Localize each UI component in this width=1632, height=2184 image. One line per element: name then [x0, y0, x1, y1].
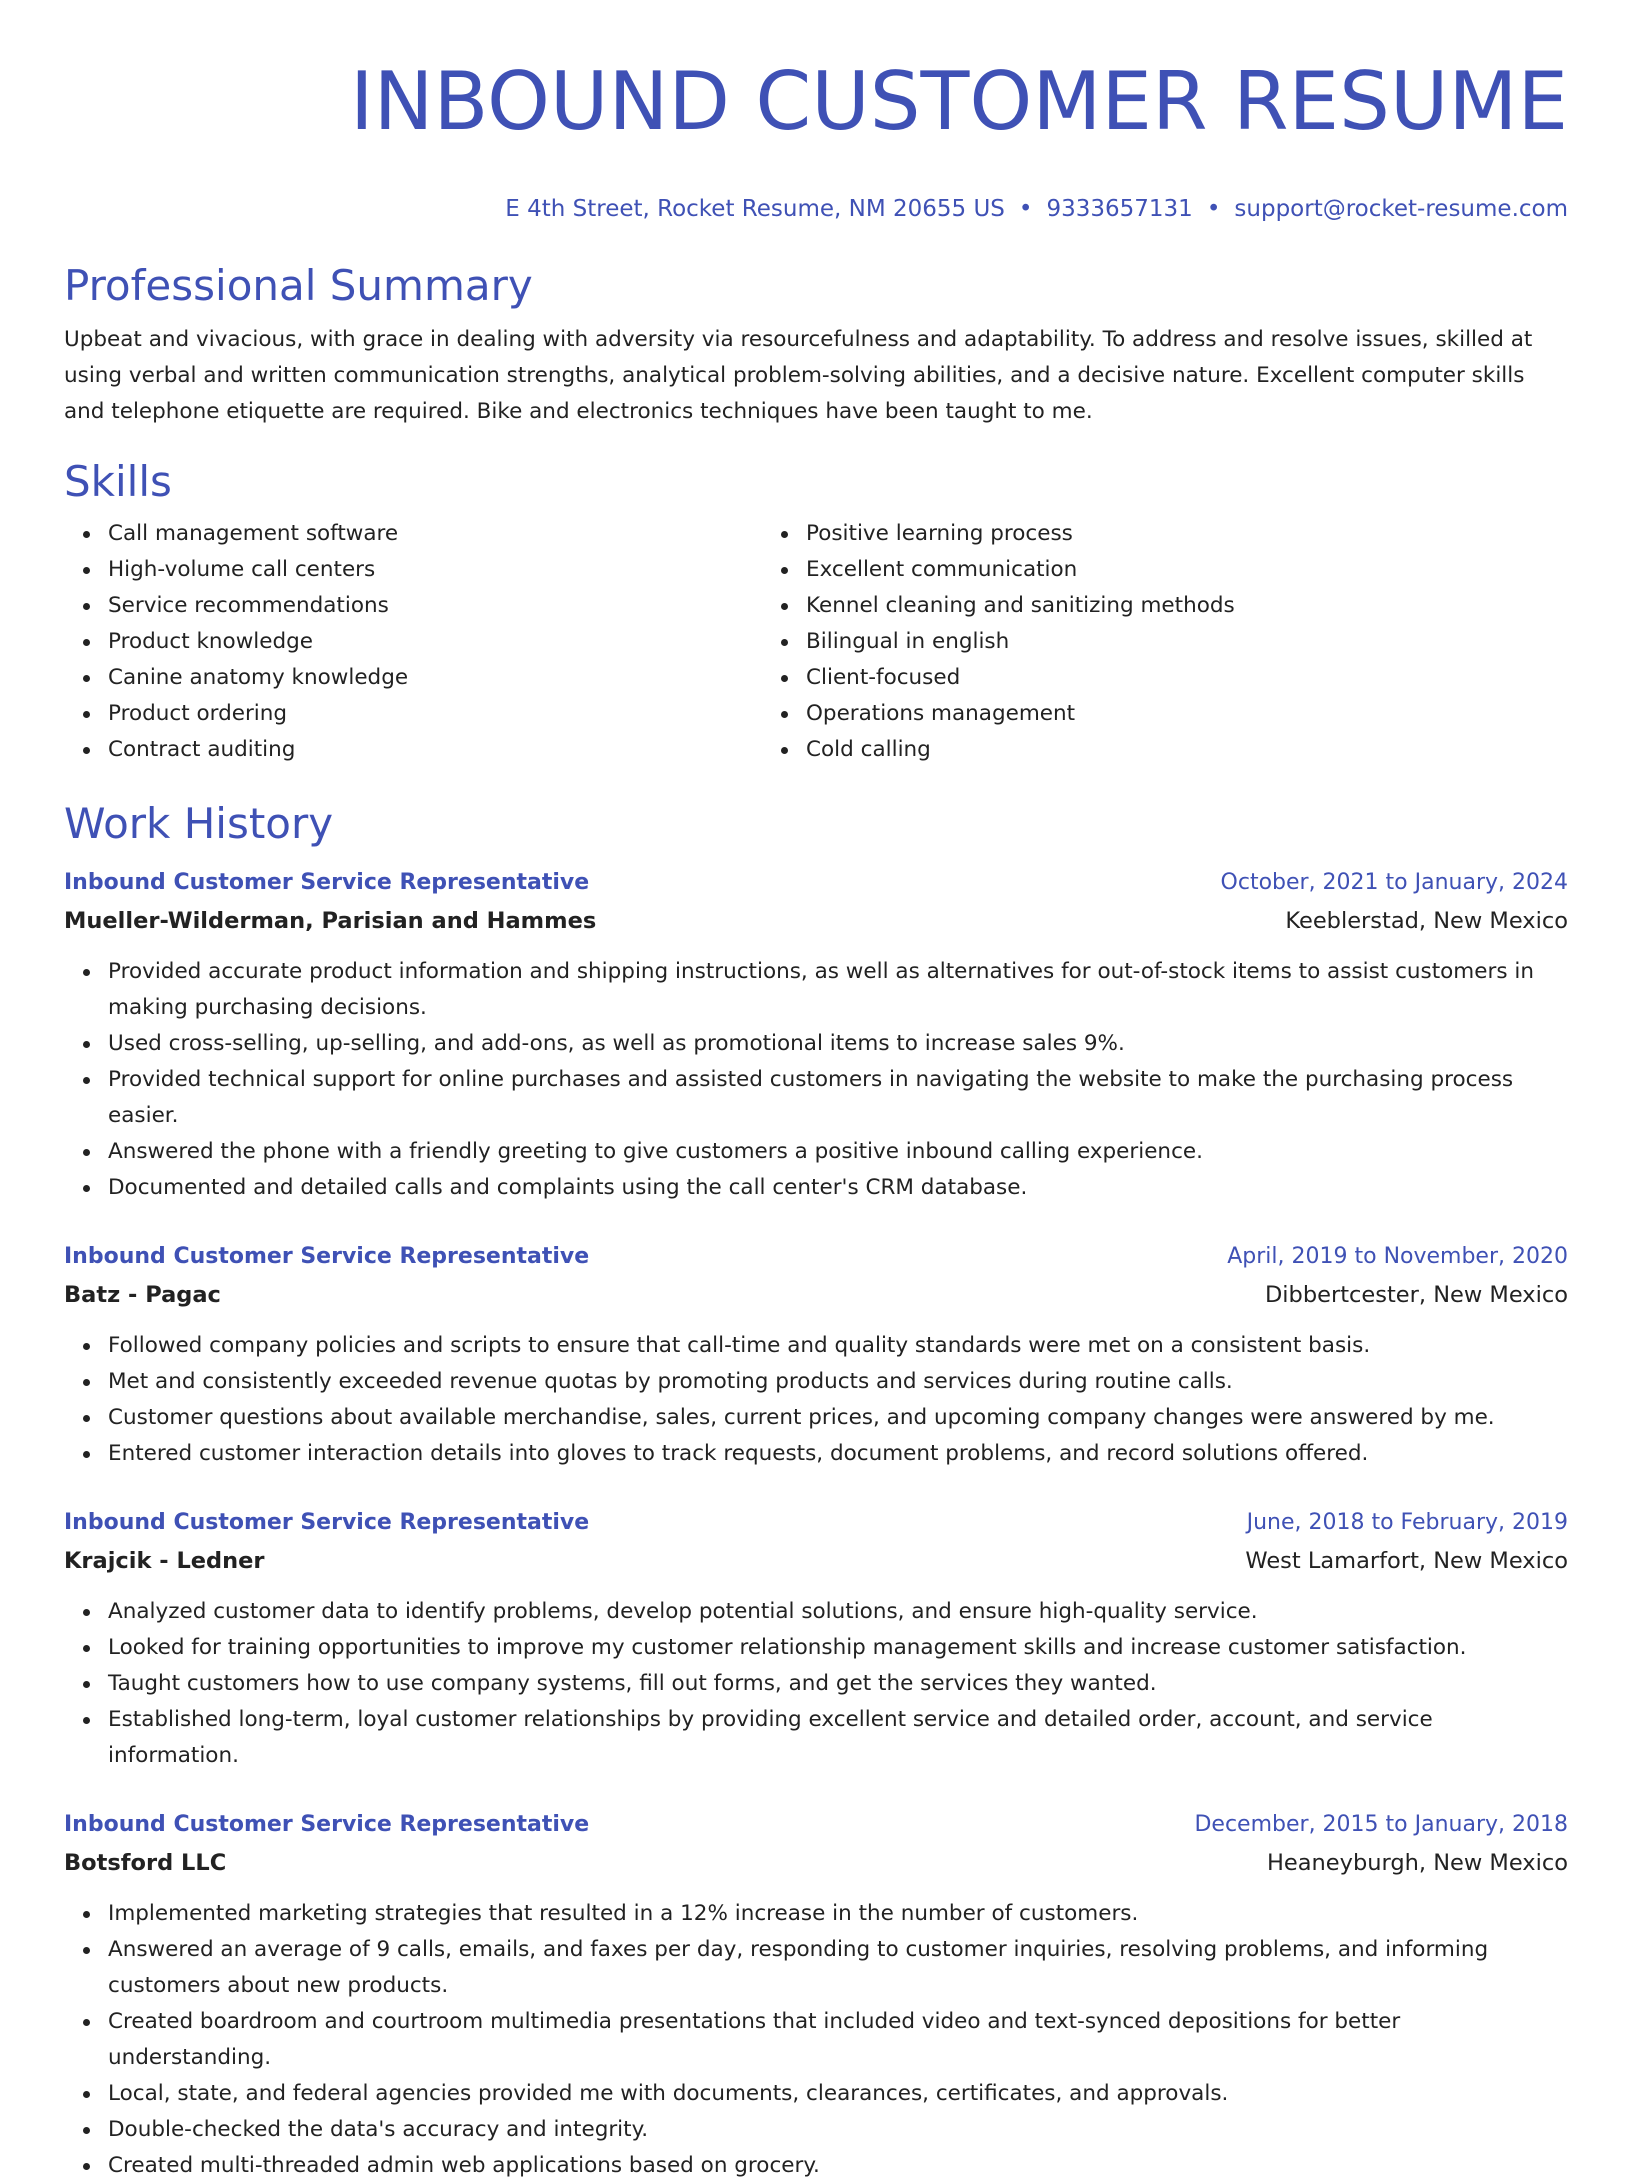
skill-item: Service recommendations — [108, 588, 762, 624]
skill-item: Excellent communication — [806, 552, 1568, 588]
contact-line — [64, 195, 1568, 223]
job-duty: Created multi-threaded admin web applications based on grocery. — [108, 2148, 1568, 2184]
job-title: Inbound Customer Service Representative — [64, 870, 590, 895]
work-history-heading: Work History — [64, 799, 334, 848]
job-duty: Used cross-selling, up-selling, and add-ons, as well as promotional items to increase sales 9%. — [108, 1026, 1568, 1062]
job-duty: Entered customer interaction details into gloves to track requests, document problems, and record solutions offered. — [108, 1436, 1568, 1472]
job-duty: Provided accurate product information and shipping instructions, as well as alternatives for out-of-stock items to assist customers in making purchasing decisions. — [108, 954, 1568, 1026]
job-dates: June, 2018 to February, 2019 — [1246, 1510, 1568, 1535]
job-title-row — [64, 1504, 1568, 1542]
contact-separator: • — [1206, 196, 1221, 222]
skill-item: Bilingual in english — [806, 624, 1568, 660]
job-duty: Looked for training opportunities to improve my customer relationship management skills and increase customer satisfaction. — [108, 1630, 1568, 1666]
skill-item: Client-focused — [806, 660, 1568, 696]
job-dates: December, 2015 to January, 2018 — [1194, 1812, 1568, 1837]
job-duty: Analyzed customer data to identify problems, develop potential solutions, and ensure high-quality service. — [108, 1594, 1568, 1630]
skill-item: Canine anatomy knowledge — [108, 660, 762, 696]
job-title-row — [64, 1806, 1568, 1844]
job-location: Keeblerstad, New Mexico — [1285, 908, 1568, 934]
job-duty: Provided technical support for online purchases and assisted customers in navigating the website to make the purchasing process easier. — [108, 1062, 1568, 1134]
job-entry — [64, 864, 1568, 1206]
job-title: Inbound Customer Service Representative — [64, 1510, 590, 1535]
job-company: Krajcik - Ledner — [64, 1548, 265, 1574]
job-duty: Implemented marketing strategies that resulted in a 12% increase in the number of customers. — [108, 1896, 1568, 1932]
skill-item: Operations management — [806, 696, 1568, 732]
skills-columns — [64, 516, 1568, 768]
job-company-row — [64, 902, 1568, 940]
job-duties — [64, 1594, 1568, 1774]
job-duty: Local, state, and federal agencies provided me with documents, clearances, certificates, and approvals. — [108, 2076, 1568, 2112]
contact-phone: 9333657131 — [1046, 196, 1193, 222]
job-duty: Answered the phone with a friendly greeting to give customers a positive inbound calling experience. — [108, 1134, 1568, 1170]
job-location: Dibbertcester, New Mexico — [1264, 1282, 1568, 1308]
resume-title: INBOUND CUSTOMER RESUME — [350, 55, 1568, 148]
skill-item: Kennel cleaning and sanitizing methods — [806, 588, 1568, 624]
job-entry — [64, 1504, 1568, 1774]
contact-separator: • — [1018, 196, 1033, 222]
skill-item: High-volume call centers — [108, 552, 762, 588]
job-company-row — [64, 1844, 1568, 1882]
job-duty: Followed company policies and scripts to ensure that call-time and quality standards were met on a consistent basis. — [108, 1328, 1568, 1364]
job-company: Mueller-Wilderman, Parisian and Hammes — [64, 908, 597, 934]
contact-email: support@rocket-resume.com — [1234, 196, 1568, 222]
job-duty: Created boardroom and courtroom multimedia presentations that included video and text-synced depositions for better understanding. — [108, 2004, 1568, 2076]
job-company: Botsford LLC — [64, 1850, 227, 1876]
job-title-row — [64, 864, 1568, 902]
job-title: Inbound Customer Service Representative — [64, 1812, 590, 1837]
skills-heading: Skills — [64, 457, 172, 506]
summary-heading: Professional Summary — [64, 261, 533, 310]
skill-item: Product knowledge — [108, 624, 762, 660]
job-company-row — [64, 1276, 1568, 1314]
skills-list-right — [762, 516, 1568, 768]
skill-item: Cold calling — [806, 732, 1568, 768]
job-dates: October, 2021 to January, 2024 — [1220, 870, 1568, 895]
job-location: Heaneyburgh, New Mexico — [1266, 1850, 1568, 1876]
job-duty: Met and consistently exceeded revenue quotas by promoting products and services during routine calls. — [108, 1364, 1568, 1400]
job-duty: Documented and detailed calls and complaints using the call center's CRM database. — [108, 1170, 1568, 1206]
job-company: Batz - Pagac — [64, 1282, 221, 1308]
contact-address: E 4th Street, Rocket Resume, NM 20655 US — [505, 196, 1005, 222]
job-duty: Taught customers how to use company systems, fill out forms, and get the services they wanted. — [108, 1666, 1568, 1702]
job-duty: Established long-term, loyal customer relationships by providing excellent service and detailed order, account, and service information. — [108, 1702, 1568, 1774]
job-duties — [64, 1896, 1568, 2184]
job-duty: Customer questions about available merchandise, sales, current prices, and upcoming company changes were answered by me. — [108, 1400, 1568, 1436]
skill-item: Product ordering — [108, 696, 762, 732]
job-title-row — [64, 1238, 1568, 1276]
job-title: Inbound Customer Service Representative — [64, 1244, 590, 1269]
skill-item: Call management software — [108, 516, 762, 552]
job-company-row — [64, 1542, 1568, 1580]
resume-page — [64, 0, 1568, 2184]
job-duty: Double-checked the data's accuracy and integrity. — [108, 2112, 1568, 2148]
skill-item: Contract auditing — [108, 732, 762, 768]
job-duty: Answered an average of 9 calls, emails, and faxes per day, responding to customer inquiries, resolving problems, and informing customers about new products. — [108, 1932, 1568, 2004]
job-entry — [64, 1806, 1568, 2184]
job-entry — [64, 1238, 1568, 1472]
job-duties — [64, 1328, 1568, 1472]
job-dates: April, 2019 to November, 2020 — [1227, 1244, 1568, 1269]
job-duties — [64, 954, 1568, 1206]
job-location: West Lamarfort, New Mexico — [1245, 1548, 1568, 1574]
skill-item: Positive learning process — [806, 516, 1568, 552]
summary-text: Upbeat and vivacious, with grace in dealing with adversity via resourcefulness and adaptability. To address and resolve issues, skilled at using verbal and written communication strengths, analytical problem-solving abilities, and a decisive nature. Excellent computer skills and telephone etiquette are required. Bike and electronics techniques have been taught to me. — [64, 327, 1533, 424]
skills-list-left — [64, 516, 762, 768]
